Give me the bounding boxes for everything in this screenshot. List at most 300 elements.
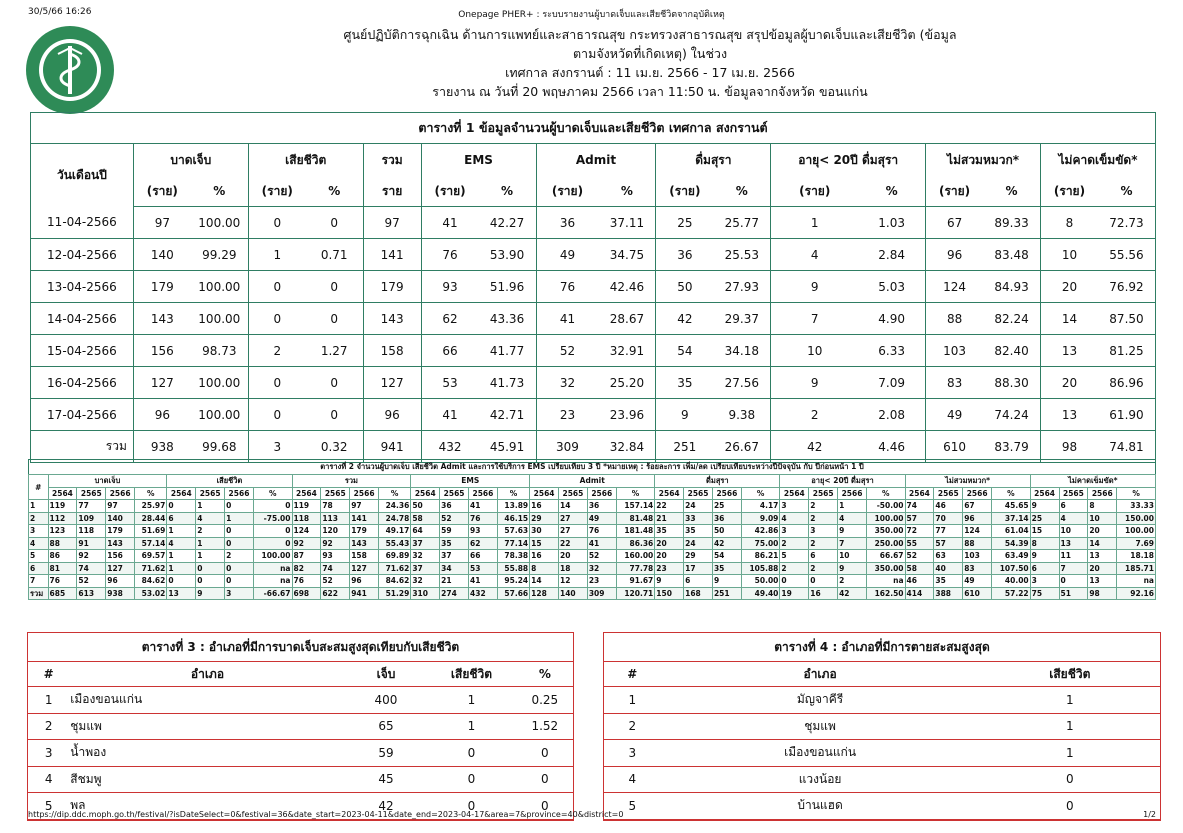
table-cell: 3 [1030, 575, 1059, 588]
table-cell: 103 [963, 550, 992, 563]
table-cell: 72 [905, 525, 934, 538]
table-cell: 0.32 [306, 431, 363, 463]
table-cell: 9 [1030, 550, 1059, 563]
table4-container [603, 632, 1161, 821]
table-cell: 0 [167, 575, 196, 588]
table2-group-header: Admit [530, 475, 655, 488]
table-cell: 1 [29, 500, 49, 513]
table-cell: 35 [440, 537, 469, 550]
table-cell: 10 [1041, 239, 1098, 271]
table-cell: 52 [321, 575, 350, 588]
table-row [29, 500, 1156, 513]
table-cell: 1.52 [517, 713, 573, 740]
table-cell: 10 [771, 335, 858, 367]
table-cell: 127 [106, 562, 135, 575]
table1-sub-header: % [983, 176, 1040, 207]
table-cell: 42 [838, 587, 867, 600]
table-row [31, 303, 1156, 335]
table-cell: 20 [655, 550, 684, 563]
district-injury-table [28, 633, 573, 820]
table-row [31, 399, 1156, 431]
table-cell: 78 [321, 500, 350, 513]
table-cell: 0 [517, 793, 573, 820]
table-cell: 2 [28, 713, 69, 740]
table-cell: 14 [1088, 537, 1117, 550]
table-cell: 40 [934, 562, 963, 575]
table-row [604, 740, 1160, 767]
table2-sub-header: 2565 [559, 487, 588, 500]
table-cell: 16 [530, 500, 559, 513]
table-cell: 88 [48, 537, 77, 550]
table-cell: -66.67 [253, 587, 292, 600]
table-cell: 82 [292, 562, 321, 575]
table2-group-header: ไม่คาดเข็มขัด* [1030, 475, 1155, 488]
table-cell: 143 [133, 303, 190, 335]
table-cell: 3 [248, 431, 305, 463]
table-cell: 29.37 [713, 303, 770, 335]
table-cell: 10 [1059, 525, 1088, 538]
table-cell: 76 [469, 512, 498, 525]
table-cell: 54.39 [992, 537, 1031, 550]
table-cell: 51.69 [135, 525, 167, 538]
table-cell: 610 [926, 431, 983, 463]
table-cell: 0 [248, 303, 305, 335]
table-cell: 98 [1041, 431, 1098, 463]
table-cell: 86.36 [616, 537, 655, 550]
table-cell: 0 [306, 271, 363, 303]
table-cell: 119 [292, 500, 321, 513]
table-cell: 54 [656, 335, 713, 367]
table1-title: ตารางที่ 1 ข้อมูลจำนวนผู้บาดเจ็บและเสียชีวิต เทศกาล สงกรานต์ [30, 112, 1156, 143]
table-cell: 0 [253, 500, 292, 513]
table-cell: 92 [321, 537, 350, 550]
table-cell: 32 [536, 367, 598, 399]
table-cell: 6 [809, 550, 838, 563]
table-cell: 96 [106, 575, 135, 588]
table-cell: 7.09 [858, 367, 925, 399]
table-row [604, 713, 1160, 740]
table-cell: 0 [980, 766, 1160, 793]
table-cell: 0 [248, 367, 305, 399]
table-cell: 37 [411, 537, 440, 550]
table-cell: 42 [656, 303, 713, 335]
table-cell: 1 [771, 207, 858, 239]
table-cell: 1 [838, 500, 867, 513]
table-cell: 74 [77, 562, 106, 575]
table-cell: 66 [421, 335, 478, 367]
table-cell: 37.14 [992, 512, 1031, 525]
table-cell: 17-04-2566 [31, 399, 134, 431]
table-cell: 2.08 [858, 399, 925, 431]
table2-sub-header: 2564 [411, 487, 440, 500]
table-cell: 107.50 [992, 562, 1031, 575]
table-cell: 84.93 [983, 271, 1040, 303]
table-cell: 53 [421, 367, 478, 399]
table-cell: 0 [225, 575, 254, 588]
table-cell: 22 [559, 537, 588, 550]
table-cell: 83.79 [983, 431, 1040, 463]
table-cell: รวม [29, 587, 49, 600]
table-cell: 4 [838, 512, 867, 525]
table-cell: 4 [28, 766, 69, 793]
table2-group-header: อายุ< 20ปี ดื่มสุรา [780, 475, 905, 488]
table-cell: 0 [426, 793, 516, 820]
table-cell: 13 [1041, 335, 1098, 367]
table-cell: 66.67 [866, 550, 905, 563]
table2-hash-header: # [29, 475, 49, 500]
table-cell: 46.15 [497, 512, 529, 525]
table-cell: 4 [771, 239, 858, 271]
table-cell: 120.71 [616, 587, 655, 600]
table1-sub-header: (ราย) [1041, 176, 1098, 207]
table3-header: อำเภอ [69, 662, 345, 687]
table-row [604, 687, 1160, 714]
table-cell: 30 [530, 525, 559, 538]
table-cell: 74 [321, 562, 350, 575]
table1-sub-header: (ราย) [421, 176, 478, 207]
table-cell: 74.24 [983, 399, 1040, 431]
table-cell: 127 [350, 562, 379, 575]
table-cell: 251 [656, 431, 713, 463]
table1-sub-header: % [1098, 176, 1156, 207]
table-cell: 0 [780, 575, 809, 588]
table-cell: 9 [1030, 500, 1059, 513]
table-cell: 0 [306, 303, 363, 335]
table-cell: 6 [684, 575, 713, 588]
table-cell: 143 [106, 537, 135, 550]
table2-sub-header: 2564 [780, 487, 809, 500]
table-cell: 97 [133, 207, 190, 239]
table-cell: 4.17 [741, 500, 780, 513]
table-cell: 78.38 [497, 550, 529, 563]
table-cell: 86.96 [1098, 367, 1156, 399]
table2-sub-header: 2564 [655, 487, 684, 500]
table-cell: 140 [133, 239, 190, 271]
table-cell: 52 [587, 550, 616, 563]
table-cell: 86 [48, 550, 77, 563]
table-cell: 123 [48, 525, 77, 538]
table1-sub-header: (ราย) [536, 176, 598, 207]
table-cell: 87.50 [1098, 303, 1156, 335]
table2-group-header: รวม [292, 475, 411, 488]
table-cell: 7 [838, 537, 867, 550]
table-cell: 4.46 [858, 431, 925, 463]
table-cell: 97 [350, 500, 379, 513]
table-cell: 698 [292, 587, 321, 600]
table-cell: 9 [656, 399, 713, 431]
table-cell: 120 [321, 525, 350, 538]
table-cell: 76 [48, 575, 77, 588]
table-cell: 938 [106, 587, 135, 600]
table-cell: 35 [934, 575, 963, 588]
table2-sub-header: 2566 [1088, 487, 1117, 500]
table-cell: 8 [1030, 537, 1059, 550]
table-cell: 1 [167, 525, 196, 538]
table-cell: 21 [655, 512, 684, 525]
table-cell: 70 [934, 512, 963, 525]
three-year-comparison-table [28, 459, 1156, 600]
table1-group-header: อายุ< 20ปี ดื่มสุรา [771, 144, 926, 177]
table2-container [28, 459, 1156, 600]
table-cell: 1 [248, 239, 305, 271]
table2-sub-header: % [253, 487, 292, 500]
table-cell: 0 [248, 207, 305, 239]
table-cell: 43.36 [479, 303, 536, 335]
table-cell: 414 [905, 587, 934, 600]
table-cell: 9.09 [741, 512, 780, 525]
table-cell: 622 [321, 587, 350, 600]
table-cell: 100.00 [866, 512, 905, 525]
table2-sub-header: 2565 [809, 487, 838, 500]
table-cell: 55.88 [497, 562, 529, 575]
header-line-1: ศูนย์ปฏิบัติการฉุกเฉิน ด้านการแพทย์และสาธารณสุข กระทรวงสาธารณสุข สรุปข้อมูลผู้บาดเจ็บและเสียชีวิต (ข้อมูล [343, 27, 957, 42]
table-cell: 309 [536, 431, 598, 463]
table-cell: 9 [838, 562, 867, 575]
table-cell: 3 [29, 525, 49, 538]
header-line-4: รายงาน ณ วันที่ 20 พฤษภาคม 2566 เวลา 11:50 น. ข้อมูลจากจังหวัด ขอนแก่น [432, 84, 868, 99]
table-row [29, 525, 1156, 538]
table-cell: 75 [1030, 587, 1059, 600]
table-cell: 14 [1041, 303, 1098, 335]
table-cell: 13-04-2566 [31, 271, 134, 303]
table-cell: 0 [225, 537, 254, 550]
table-cell: 91 [77, 537, 106, 550]
table-cell: 42 [712, 537, 741, 550]
table-cell: 160.00 [616, 550, 655, 563]
table2-sub-header: 2564 [1030, 487, 1059, 500]
table-cell: 42.86 [741, 525, 780, 538]
table-cell: น้ำพอง [69, 740, 345, 767]
table-cell: 63 [934, 550, 963, 563]
table-cell: 33.33 [1117, 500, 1156, 513]
table-cell: 0 [306, 207, 363, 239]
table-row [29, 575, 1156, 588]
table2-group-header: ไม่สวมหมวก* [905, 475, 1030, 488]
table-cell: 83 [963, 562, 992, 575]
table-cell: 82.24 [983, 303, 1040, 335]
table-cell: 179 [106, 525, 135, 538]
table-cell: 127 [363, 367, 421, 399]
table-cell: 40.00 [992, 575, 1031, 588]
table-cell: 941 [363, 431, 421, 463]
table1-group-header: ไม่คาดเข็มขัด* [1041, 144, 1156, 177]
table-cell: 37 [440, 550, 469, 563]
table-cell: 16 [530, 550, 559, 563]
table-cell: 93 [421, 271, 478, 303]
table-cell: 100.00 [191, 303, 248, 335]
table-cell: 15-04-2566 [31, 335, 134, 367]
table-cell: 9 [771, 367, 858, 399]
table-cell: 112 [48, 512, 77, 525]
table-cell: 28.44 [135, 512, 167, 525]
table-cell: 3 [780, 525, 809, 538]
table-cell: 8 [1088, 500, 1117, 513]
table-cell: 1 [604, 687, 661, 714]
table-cell: 4 [604, 766, 661, 793]
table-cell: 3 [780, 500, 809, 513]
table-cell: 83.48 [983, 239, 1040, 271]
table-cell: 4 [167, 537, 196, 550]
table-cell: 92.16 [1117, 587, 1156, 600]
table-cell: 432 [469, 587, 498, 600]
table-cell: 1 [980, 713, 1160, 740]
table-cell: 41 [469, 575, 498, 588]
table1-sub-header: (ราย) [248, 176, 305, 207]
table-cell: 74 [905, 500, 934, 513]
table-cell: 1 [980, 687, 1160, 714]
table3-header: % [517, 662, 573, 687]
table-row [31, 271, 1156, 303]
table-cell: 96 [363, 399, 421, 431]
table-cell: 10 [1088, 512, 1117, 525]
table-cell: 5 [780, 550, 809, 563]
table-cell: 100.00 [191, 271, 248, 303]
table-row [604, 793, 1160, 820]
table2-sub-header: 2566 [587, 487, 616, 500]
table-cell: 0 [225, 500, 254, 513]
table-cell: 89.33 [983, 207, 1040, 239]
table-cell: 27 [559, 525, 588, 538]
table3-header: เสียชีวิต [426, 662, 516, 687]
print-date: 30/5/66 16:26 [28, 7, 92, 17]
table-cell: 96 [963, 512, 992, 525]
table-cell: 16-04-2566 [31, 367, 134, 399]
table-cell: 82.40 [983, 335, 1040, 367]
table-cell: 3 [28, 740, 69, 767]
table-cell: 179 [133, 271, 190, 303]
table1-sub-header: (ราย) [771, 176, 858, 207]
table-cell: 50 [712, 525, 741, 538]
table-cell: 5 [604, 793, 661, 820]
table-cell: 20 [1041, 367, 1098, 399]
table-cell: 0 [253, 525, 292, 538]
table1-sub-header: % [306, 176, 363, 207]
table-cell: 23.96 [598, 399, 655, 431]
table-cell: 77 [77, 500, 106, 513]
table-cell: 71.62 [135, 562, 167, 575]
table-cell: 5 [29, 550, 49, 563]
table-cell: 23 [536, 399, 598, 431]
table-cell: 13 [1088, 575, 1117, 588]
table-cell: 42.46 [598, 271, 655, 303]
table-cell: 58 [411, 512, 440, 525]
table2-sub-header: % [379, 487, 411, 500]
table-cell: 11 [1059, 550, 1088, 563]
table-cell: 157.14 [616, 500, 655, 513]
report-header [150, 25, 1150, 101]
table1-sub-header: % [713, 176, 770, 207]
table-cell: 0 [809, 575, 838, 588]
table-cell: 21 [440, 575, 469, 588]
table-cell: บ้านแฮด [661, 793, 980, 820]
table-cell: 36 [440, 500, 469, 513]
table-cell: 41.77 [479, 335, 536, 367]
table2-sub-header: 2566 [963, 487, 992, 500]
table-cell: 20 [655, 537, 684, 550]
ministry-logo [24, 24, 116, 116]
table-cell: 103 [926, 335, 983, 367]
table-cell: 100.00 [1117, 525, 1156, 538]
table-cell: 400 [346, 687, 427, 714]
table-cell: 55.56 [1098, 239, 1156, 271]
table-cell: 91.67 [616, 575, 655, 588]
table-cell: 27.93 [713, 271, 770, 303]
table2-sub-header: 2566 [469, 487, 498, 500]
table-cell: 98.73 [191, 335, 248, 367]
table-cell: 62 [469, 537, 498, 550]
table-cell: 92 [292, 537, 321, 550]
table-cell: 1 [426, 713, 516, 740]
table1-date-header: วันเดือนปี [31, 144, 134, 207]
table-cell: 98 [1088, 587, 1117, 600]
table-cell: 124 [292, 525, 321, 538]
table-cell: 3 [225, 587, 254, 600]
table-cell: 0 [225, 525, 254, 538]
table-row [29, 562, 1156, 575]
table-cell: 35 [684, 525, 713, 538]
table-cell: 9 [771, 271, 858, 303]
table-cell: 12 [559, 575, 588, 588]
table2-sub-header: 2565 [321, 487, 350, 500]
table1-group-header: Admit [536, 144, 656, 177]
table2-sub-header: % [741, 487, 780, 500]
table-cell: 77.14 [497, 537, 529, 550]
table-cell: -75.00 [253, 512, 292, 525]
table-cell: 53.90 [479, 239, 536, 271]
table-cell: เมืองขอนแก่น [661, 740, 980, 767]
table-cell: 29 [684, 550, 713, 563]
table-cell: na [866, 575, 905, 588]
table-cell: 10 [838, 550, 867, 563]
table-cell: 46 [905, 575, 934, 588]
table1-sub-header: % [598, 176, 655, 207]
table-cell: 49 [926, 399, 983, 431]
table-cell: 168 [684, 587, 713, 600]
table-cell: 34.18 [713, 335, 770, 367]
table-cell: 118 [292, 512, 321, 525]
table-cell: 27.56 [713, 367, 770, 399]
table-cell: 685 [48, 587, 77, 600]
table-cell: 127 [133, 367, 190, 399]
table-cell: 143 [350, 537, 379, 550]
table-cell: 9.38 [713, 399, 770, 431]
table-cell: 7 [1059, 562, 1088, 575]
table-cell: 57 [905, 512, 934, 525]
table3-title: ตารางที่ 3 : อำเภอที่มีการบาดเจ็บสะสมสูงสุดเทียบกับเสียชีวิต [141, 640, 460, 654]
table2-sub-header: % [992, 487, 1031, 500]
table2-group-header: บาดเจ็บ [48, 475, 167, 488]
table-cell: 41 [469, 500, 498, 513]
table-cell: 20 [559, 550, 588, 563]
table-cell: 118 [77, 525, 106, 538]
table-cell: 25 [1030, 512, 1059, 525]
table-cell: 45 [346, 766, 427, 793]
table-cell: 2 [809, 500, 838, 513]
table-cell: 1 [980, 740, 1160, 767]
table-row [29, 550, 1156, 563]
table-cell: 76 [421, 239, 478, 271]
table-cell: 128 [530, 587, 559, 600]
table-cell: 24 [684, 500, 713, 513]
table-cell: 52 [440, 512, 469, 525]
table-cell: 99.68 [191, 431, 248, 463]
table-cell: 36 [536, 207, 598, 239]
table-cell: na [253, 562, 292, 575]
table-cell: 0 [426, 766, 516, 793]
table-cell: 14 [530, 575, 559, 588]
table-cell: 4 [1059, 512, 1088, 525]
table2-sub-header: % [866, 487, 905, 500]
